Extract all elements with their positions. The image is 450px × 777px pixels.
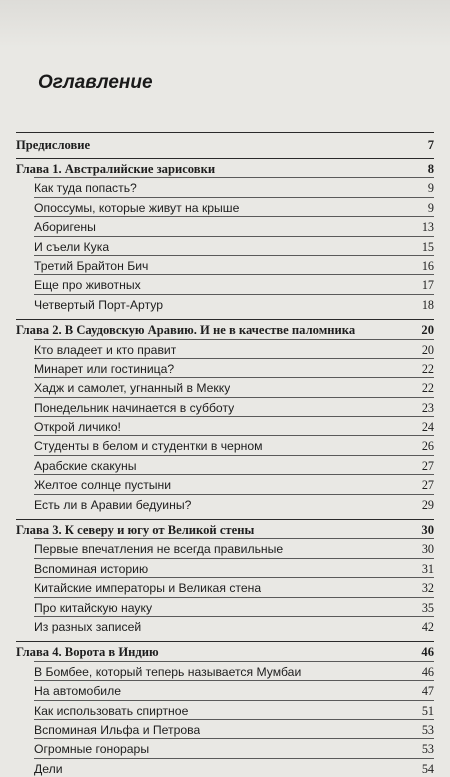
- toc-item-label: Арабские скакуны: [34, 458, 137, 473]
- toc-item-page: 15: [421, 239, 434, 254]
- toc-item-label: Первые впечатления не всегда правильные: [34, 542, 284, 557]
- toc-item-page: 22: [421, 381, 434, 396]
- toc-item[interactable]: [34, 377, 434, 396]
- toc-item-page: 35: [421, 600, 434, 615]
- toc-item-page: 54: [421, 761, 434, 776]
- toc-chapter-title: Глава 4. Ворота в Индию: [16, 645, 159, 660]
- toc-item-page: 9: [427, 200, 434, 215]
- toc-item[interactable]: [34, 435, 434, 454]
- toc-item-page: 24: [421, 420, 434, 435]
- toc-item[interactable]: [34, 680, 434, 699]
- toc-preface-label: Предисловие: [16, 138, 91, 152]
- toc-item-page: 32: [421, 581, 434, 596]
- toc-item-page: 16: [421, 258, 434, 273]
- toc-item-page: 31: [421, 561, 434, 576]
- toc-item-page: 18: [421, 297, 434, 312]
- toc-item-page: 17: [421, 278, 434, 293]
- toc-item[interactable]: [34, 358, 434, 377]
- toc-item-label: Аборигены: [34, 220, 96, 235]
- toc-item-page: 47: [421, 684, 434, 699]
- toc-item-page: 30: [421, 542, 434, 557]
- toc-item[interactable]: [34, 294, 434, 313]
- toc-chapter-page: 30: [421, 523, 434, 538]
- toc-chapter[interactable]: [16, 641, 434, 660]
- toc-item[interactable]: [34, 216, 434, 235]
- toc-item[interactable]: [34, 274, 434, 293]
- toc-item-label: И съели Кука: [34, 239, 110, 254]
- toc-item[interactable]: [34, 700, 434, 719]
- toc-item-page: 26: [421, 439, 434, 454]
- toc-item[interactable]: [34, 577, 434, 596]
- toc-item-page: 46: [421, 664, 434, 679]
- toc-item-label: Еще про животных: [34, 278, 141, 293]
- toc-item-page: 42: [421, 619, 434, 634]
- toc-chapter[interactable]: [16, 319, 434, 338]
- toc-item-page: 27: [421, 458, 434, 473]
- toc-item[interactable]: [34, 661, 434, 680]
- toc-item[interactable]: [34, 494, 434, 513]
- toc-item[interactable]: [34, 197, 434, 216]
- toc-item-label: Есть ли в Аравии бедуины?: [34, 497, 192, 512]
- toc-item-label: Четвертый Порт-Артур: [34, 297, 164, 312]
- toc-chapters: [16, 158, 434, 777]
- toc-item[interactable]: [34, 455, 434, 474]
- toc-item-label: Как туда попасть?: [34, 181, 137, 196]
- toc-item-label: Открой личико!: [34, 420, 121, 435]
- toc-item-label: Третий Брайтон Бич: [34, 258, 149, 273]
- toc-item-page: 27: [421, 478, 434, 493]
- toc-item-label: Студенты в белом и студентки в черном: [34, 439, 263, 454]
- toc-item[interactable]: [34, 719, 434, 738]
- toc-item-label: Огромные гонорары: [34, 742, 150, 757]
- toc-item[interactable]: [34, 738, 434, 757]
- toc-item-page: 53: [421, 742, 434, 757]
- toc-item-label: Вспоминая историю: [34, 561, 149, 576]
- toc-item-page: 53: [421, 722, 434, 737]
- toc-item-label: Опоссумы, которые живут на крыше: [34, 200, 240, 215]
- toc-item-label: Кто владеет и кто правит: [34, 342, 177, 357]
- toc-item-label: Желтое солнце пустыни: [34, 478, 172, 493]
- toc-chapter-page: 20: [421, 323, 434, 338]
- table-of-contents: [16, 132, 434, 777]
- toc-item-label: Вспоминая Ильфа и Петрова: [34, 722, 201, 737]
- toc-item[interactable]: [34, 616, 434, 635]
- toc-item[interactable]: [34, 758, 434, 777]
- toc-preface[interactable]: [16, 132, 434, 158]
- toc-item[interactable]: [34, 538, 434, 557]
- toc-item-page: 20: [421, 342, 434, 357]
- toc-item[interactable]: [34, 474, 434, 493]
- toc-item[interactable]: [34, 339, 434, 358]
- toc-item-label: Понедельник начинается в субботу: [34, 400, 235, 415]
- toc-item-page: 29: [421, 497, 434, 512]
- toc-preface-page: 7: [427, 138, 434, 152]
- toc-item[interactable]: [34, 177, 434, 196]
- toc-item-page: 23: [421, 400, 434, 415]
- toc-item-page: 13: [421, 220, 434, 235]
- toc-item-label: Дели: [34, 761, 63, 776]
- toc-item[interactable]: [34, 397, 434, 416]
- toc-item-label: Как использовать спиртное: [34, 703, 189, 718]
- toc-chapter-page: 46: [421, 645, 434, 660]
- toc-item-page: 9: [427, 181, 434, 196]
- toc-item[interactable]: [34, 236, 434, 255]
- page-title: Оглавление: [38, 72, 153, 93]
- toc-item-label: Минарет или гостиница?: [34, 361, 175, 376]
- toc-item[interactable]: [34, 597, 434, 616]
- toc-chapter-title: Глава 1. Австралийские зарисовки: [16, 162, 216, 176]
- bleed-through-top: [0, 0, 450, 48]
- toc-item-label: На автомобиле: [34, 684, 122, 699]
- toc-chapter-page: 8: [427, 162, 434, 176]
- toc-item-page: 51: [421, 703, 434, 718]
- toc-chapter[interactable]: [16, 158, 434, 177]
- toc-item-label: Хадж и самолет, угнанный в Мекку: [34, 381, 231, 396]
- toc-chapter-title: Глава 3. К северу и югу от Великой стены: [16, 523, 255, 538]
- toc-item[interactable]: [34, 416, 434, 435]
- toc-chapter-title: Глава 2. В Саудовскую Аравию. И не в качестве паломника: [16, 323, 356, 338]
- toc-item[interactable]: [34, 558, 434, 577]
- toc-item-label: Про китайскую науку: [34, 600, 153, 615]
- toc-item-page: 22: [421, 361, 434, 376]
- toc-item-label: Из разных записей: [34, 619, 142, 634]
- toc-item-label: В Бомбее, который теперь называется Мумбаи: [34, 664, 302, 679]
- toc-item[interactable]: [34, 255, 434, 274]
- toc-chapter[interactable]: [16, 519, 434, 538]
- toc-item-label: Китайские императоры и Великая стена: [34, 581, 262, 596]
